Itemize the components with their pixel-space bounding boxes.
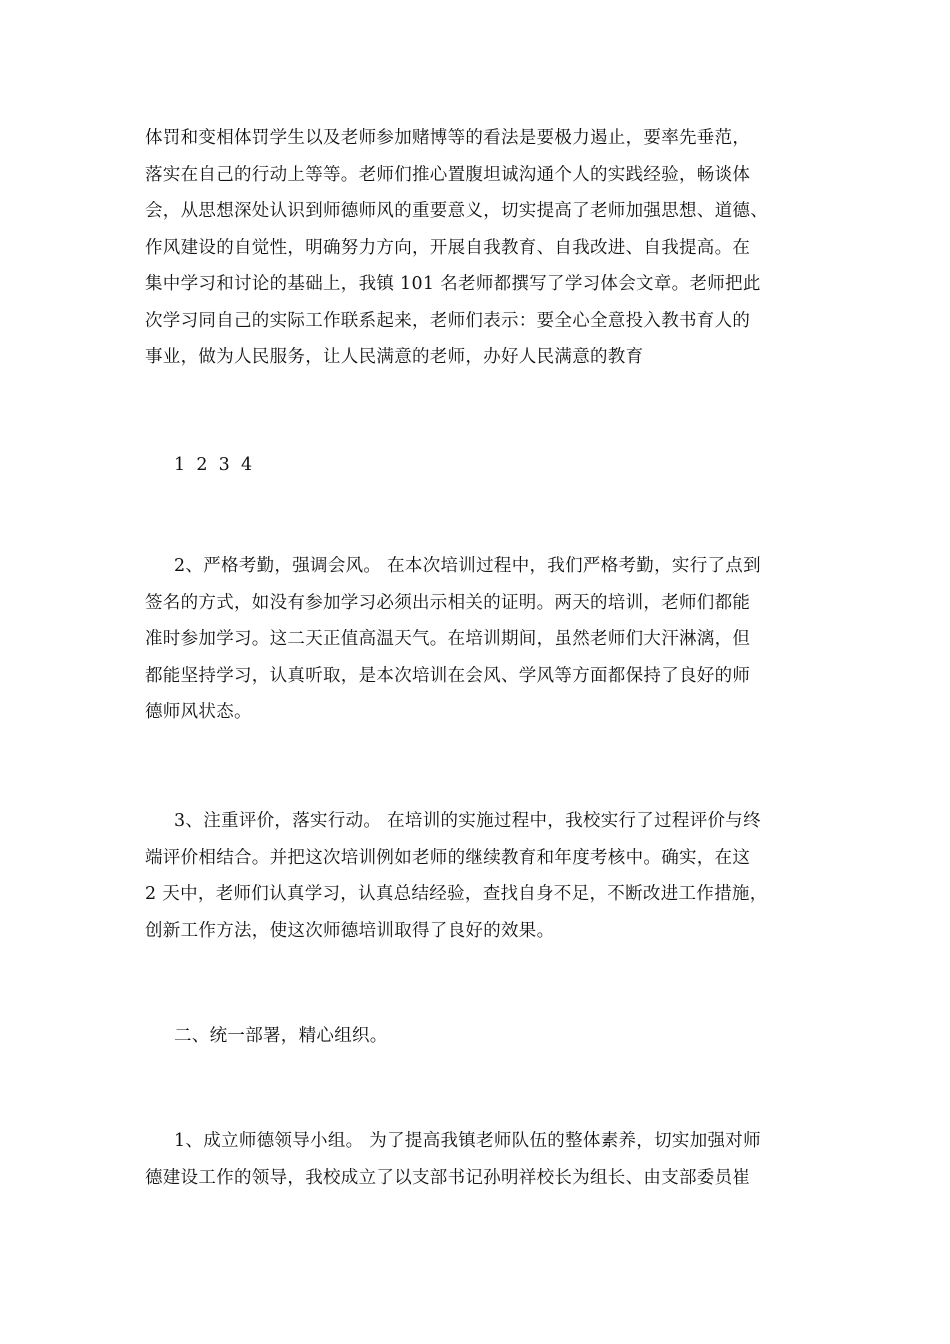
text-line: 端评价相结合。并把这次培训例如老师的继续教育和年度考核中。确实，在这 xyxy=(145,847,751,868)
paragraph-leadership-group xyxy=(145,1123,810,1196)
text-line: 3、注重评价，落实行动。 在培训的实施过程中，我校实行了过程评价与终 xyxy=(174,811,761,831)
text-line: 集中学习和讨论的基础上，我镇 101 名老师都撰写了学习体会文章。老师把此 xyxy=(145,274,761,294)
paragraph-training-outcome xyxy=(145,120,810,376)
section-heading xyxy=(145,1018,810,1055)
paragraph-attendance xyxy=(145,548,810,731)
text-line: 签名的方式，如没有参加学习必须出示相关的证明。两天的培训，老师们都能 xyxy=(145,592,751,613)
text-line: 创新工作方法，使这次师德培训取得了良好的效果。 xyxy=(145,920,555,941)
text-line: 事业，做为人民服务，让人民满意的老师，办好人民满意的教育 xyxy=(145,347,644,367)
paragraph-evaluation xyxy=(145,803,810,949)
heading-text: 二、统一部署，精心组织。 xyxy=(174,1026,388,1046)
page-number: 1 xyxy=(174,455,186,475)
text-line: 会，从思想深处认识到师德师风的重要意义，切实提高了老师加强思想、道德、 xyxy=(145,201,768,221)
text-line: 体罚和变相体罚学生以及老师参加赌博等的看法是要极力遏止，要率先垂范， xyxy=(145,128,751,148)
page-number: 4 xyxy=(240,455,253,475)
page-number: 2 xyxy=(196,455,208,475)
text-line: 作风建设的自觉性，明确努力方向，开展自我教育、自我改进、自我提高。在 xyxy=(145,237,751,258)
text-line: 德建设工作的领导，我校成立了以支部书记孙明祥校长为组长、由支部委员崔 xyxy=(145,1167,751,1188)
text-line: 次学习同自己的实际工作联系起来，老师们表示：要全心全意投入教书育人的 xyxy=(145,310,751,331)
text-line: 德师风状态。 xyxy=(145,702,252,722)
text-line: 2、严格考勤，强调会风。 在本次培训过程中，我们严格考勤，实行了点到 xyxy=(174,556,761,576)
page-number-list xyxy=(174,450,257,480)
text-line: 都能坚持学习，认真听取，是本次培训在会风、学风等方面都保持了良好的师 xyxy=(145,665,751,686)
text-line: 落实在自己的行动上等等。老师们推心置腹坦诚沟通个人的实践经验，畅谈体 xyxy=(145,164,751,185)
page-number: 3 xyxy=(218,455,231,475)
text-line: 2 天中，老师们认真学习，认真总结经验，查找自身不足，不断改进工作措施， xyxy=(145,884,768,904)
text-line: 1、成立师德领导小组。 为了提高我镇老师队伍的整体素养，切实加强对师 xyxy=(174,1131,761,1151)
text-line: 准时参加学习。这二天正值高温天气。在培训期间，虽然老师们大汗淋漓，但 xyxy=(145,629,751,649)
